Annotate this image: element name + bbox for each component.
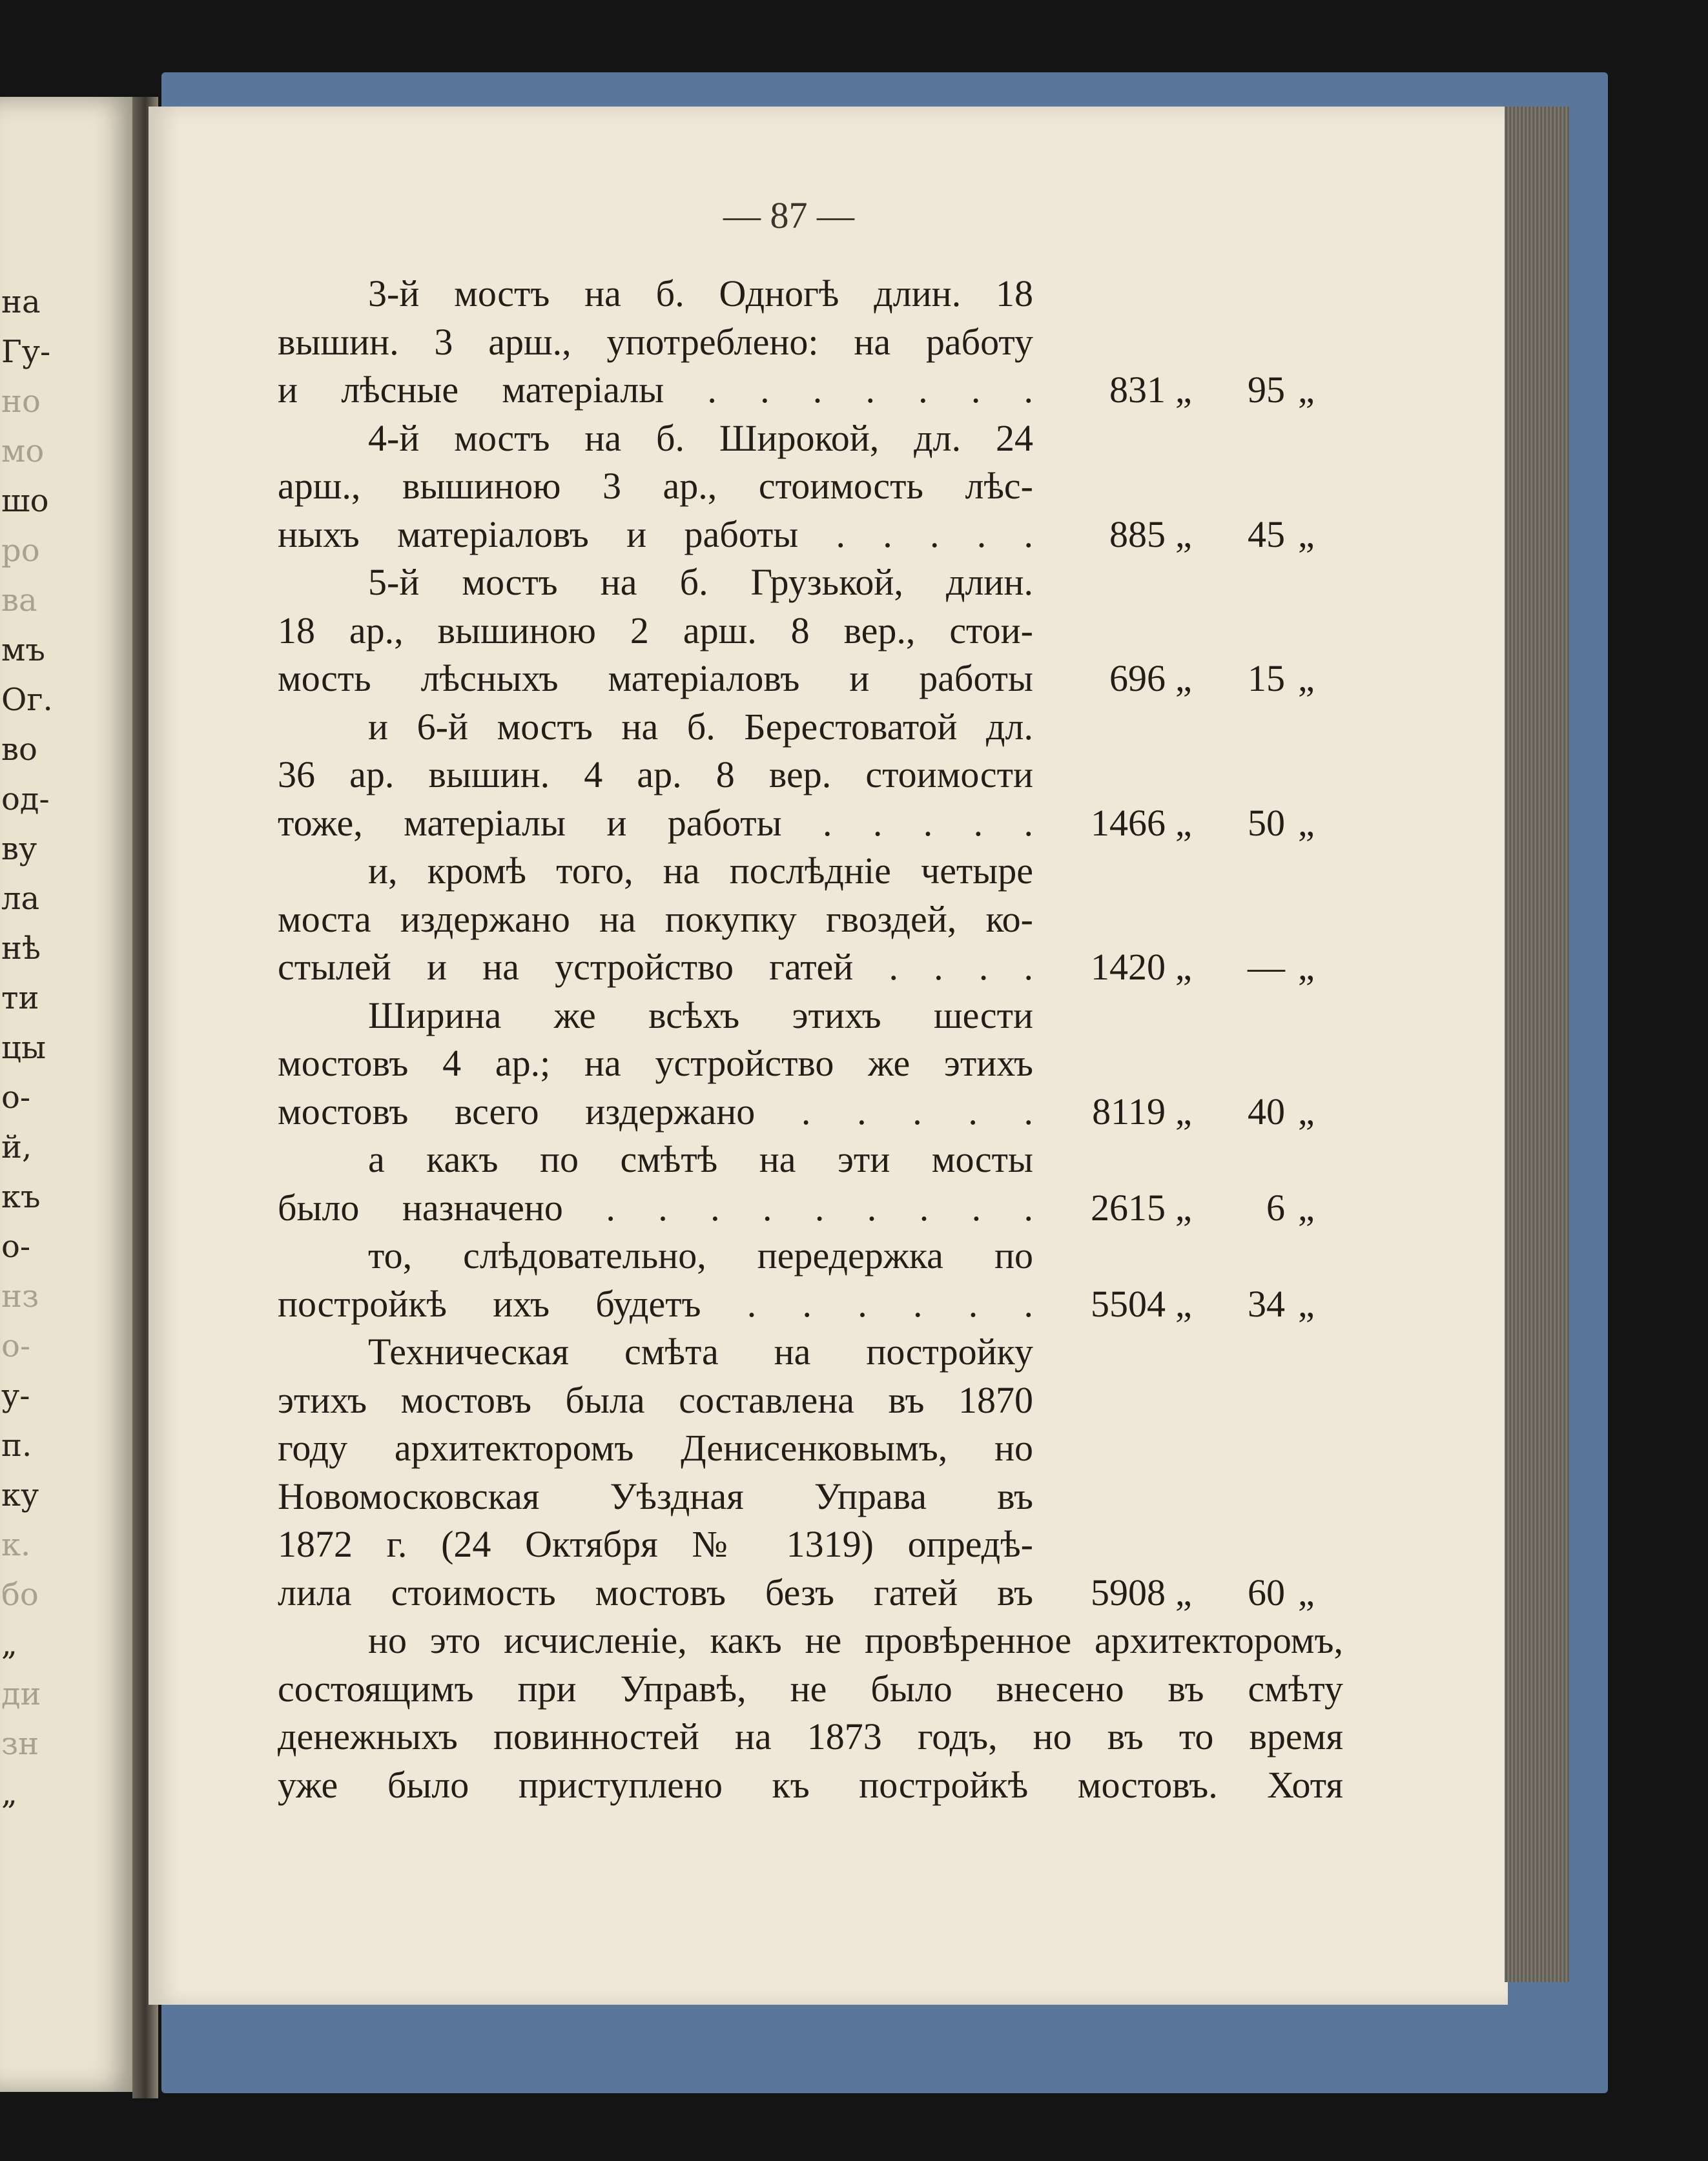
amount-kopecks: 40 xyxy=(1248,1090,1285,1132)
ditto-mark: „ xyxy=(1175,1186,1192,1229)
line-text: то, слѣдовательно, передержка по xyxy=(368,1234,1033,1276)
amount-kopecks: 34 xyxy=(1248,1282,1285,1325)
line-text: ныхъ матеріаловъ и работы . . . . . xyxy=(278,513,1033,555)
amount-rubles: 1466 xyxy=(1091,801,1166,844)
amount-rubles: 5504 xyxy=(1091,1282,1166,1325)
left-page-fragment: ла xyxy=(1,881,40,917)
amount-kopecks: 45 xyxy=(1248,513,1285,555)
left-page-fragment: ву xyxy=(1,831,37,867)
page-number: — 87 — xyxy=(723,194,854,236)
left-page-fragment: о- xyxy=(1,1229,31,1265)
left-page-fragment: мъ xyxy=(1,632,45,668)
ditto-mark: „ xyxy=(1298,1282,1315,1325)
line-text: было назначено . . . . . . . . . xyxy=(278,1186,1033,1229)
left-page-fragment: ва xyxy=(1,582,37,619)
amount-rubles: 5908 xyxy=(1091,1571,1166,1613)
line-text: 1872 г. (24 Октября № 1319) опредѣ- xyxy=(278,1523,1033,1565)
line-text: мостовъ всего издержано . . . . . xyxy=(278,1090,1033,1132)
line-text: и 6-й мостъ на б. Берестоватой дл. xyxy=(368,705,1033,748)
left-page xyxy=(0,97,139,2092)
line-text: денежныхъ повинностей на 1873 годъ, но въ то время xyxy=(278,1715,1343,1757)
amount-kopecks: 95 xyxy=(1248,369,1285,411)
left-page-fragment: од- xyxy=(1,781,50,817)
amount-kopecks: 6 xyxy=(1266,1186,1285,1229)
line-text: мостовъ 4 ар.; на устройство же этихъ xyxy=(278,1042,1033,1084)
amount-kopecks: — xyxy=(1248,946,1285,988)
page-edges xyxy=(1505,107,1569,1982)
left-page-fragment: й, xyxy=(1,1129,32,1165)
left-page-fragment: къ xyxy=(1,1179,41,1215)
ditto-mark: „ xyxy=(1175,1282,1192,1325)
amount-rubles: 8119 xyxy=(1092,1090,1166,1132)
left-page-fragment: „ xyxy=(1,1776,17,1812)
left-page-fragment: но xyxy=(1,384,41,420)
line-text: уже было приступлено къ постройкѣ мостовъ. Хотя xyxy=(278,1763,1343,1806)
left-page-fragment: мо xyxy=(1,433,45,469)
left-page-fragment: нѣ xyxy=(1,930,41,967)
line-text: и лѣсные матеріалы . . . . . . . xyxy=(278,369,1033,411)
line-text: году архитекторомъ Денисенковымъ, но xyxy=(278,1427,1033,1469)
line-text: Новомосковская Уѣздная Управа въ xyxy=(278,1475,1033,1517)
line-text: 4-й мостъ на б. Широкой, дл. 24 xyxy=(368,416,1033,459)
amount-kopecks: 50 xyxy=(1248,801,1285,844)
amount-rubles: 2615 xyxy=(1091,1186,1166,1229)
line-text: 3-й мостъ на б. Одногѣ длин. 18 xyxy=(368,272,1033,314)
ditto-mark: „ xyxy=(1175,946,1192,988)
line-text: но это исчисленіе, какъ не провѣренное архитекторомъ, xyxy=(368,1619,1343,1661)
left-page-fragment: о- xyxy=(1,1328,31,1364)
line-text: и, кромѣ того, на послѣдніе четыре xyxy=(368,850,1033,892)
line-text: лила стоимость мостовъ безъ гатей въ xyxy=(278,1571,1033,1613)
left-page-fragment: „ xyxy=(1,1626,17,1663)
ditto-mark: „ xyxy=(1298,1571,1315,1613)
left-page-fragment: ку xyxy=(1,1477,39,1513)
line-text: 5-й мостъ на б. Грузькой, длин. xyxy=(368,561,1033,603)
left-page-fragment: Гу- xyxy=(1,334,51,370)
left-page-fragment: Ог. xyxy=(1,682,53,718)
left-page-fragment: шо xyxy=(1,483,49,519)
amount-rubles: 696 xyxy=(1109,657,1166,699)
left-page-fragment: бо xyxy=(1,1577,39,1613)
line-text: стылей и на устройство гатей . . . . xyxy=(278,946,1033,988)
left-page-fragment: ти xyxy=(1,980,39,1016)
ditto-mark: „ xyxy=(1175,1090,1192,1132)
line-text: постройкѣ ихъ будетъ . . . . . . xyxy=(278,1282,1033,1325)
left-page-fragment: на xyxy=(1,284,41,320)
ditto-mark: „ xyxy=(1298,801,1315,844)
ditto-mark: „ xyxy=(1175,513,1192,555)
left-page-fragment: ди xyxy=(1,1676,41,1712)
left-page-fragment: нз xyxy=(1,1278,39,1315)
left-page-fragment: ро xyxy=(1,533,40,569)
line-text: состоящимъ при Управѣ, не было внесено въ смѣту xyxy=(278,1667,1343,1710)
ditto-mark: „ xyxy=(1175,801,1192,844)
line-text: арш., вышиною 3 ар., стоимость лѣс- xyxy=(278,465,1033,507)
ditto-mark: „ xyxy=(1175,657,1192,699)
amount-rubles: 885 xyxy=(1109,513,1166,555)
line-text: моста издержано на покупку гвоздей, ко- xyxy=(278,897,1033,940)
ditto-mark: „ xyxy=(1298,1090,1315,1132)
left-page-fragment: п. xyxy=(1,1428,32,1464)
line-text: Техническая смѣта на постройку xyxy=(368,1331,1033,1373)
left-page-fragment: о- xyxy=(1,1080,31,1116)
ditto-mark: „ xyxy=(1298,369,1315,411)
left-page-fragment: к. xyxy=(1,1527,31,1563)
amount-kopecks: 15 xyxy=(1248,657,1285,699)
ditto-mark: „ xyxy=(1298,657,1315,699)
left-page-fragment: цы xyxy=(1,1030,46,1066)
line-text: 36 ар. вышин. 4 ар. 8 вер. стоимости xyxy=(278,753,1033,795)
left-page-fragment: во xyxy=(1,732,37,768)
line-text: вышин. 3 арш., употреблено: на работу xyxy=(278,320,1033,363)
ditto-mark: „ xyxy=(1298,1186,1315,1229)
line-text: мость лѣсныхъ матеріаловъ и работы xyxy=(278,657,1033,699)
left-page-fragment: у- xyxy=(1,1378,30,1414)
left-page-fragment: зн xyxy=(1,1726,39,1762)
line-text: тоже, матеріалы и работы . . . . . xyxy=(278,801,1033,844)
ditto-mark: „ xyxy=(1175,1571,1192,1613)
line-text: этихъ мостовъ была составлена въ 1870 xyxy=(278,1378,1033,1421)
line-text: 18 ар., вышиною 2 арш. 8 вер., стои- xyxy=(278,609,1033,651)
ditto-mark: „ xyxy=(1175,369,1192,411)
line-text: Ширина же всѣхъ этихъ шести xyxy=(368,994,1033,1036)
ditto-mark: „ xyxy=(1298,946,1315,988)
ditto-mark: „ xyxy=(1298,513,1315,555)
line-text: а какъ по смѣтѣ на эти мосты xyxy=(368,1138,1033,1180)
amount-kopecks: 60 xyxy=(1248,1571,1285,1613)
amount-rubles: 831 xyxy=(1109,369,1166,411)
amount-rubles: 1420 xyxy=(1091,946,1166,988)
